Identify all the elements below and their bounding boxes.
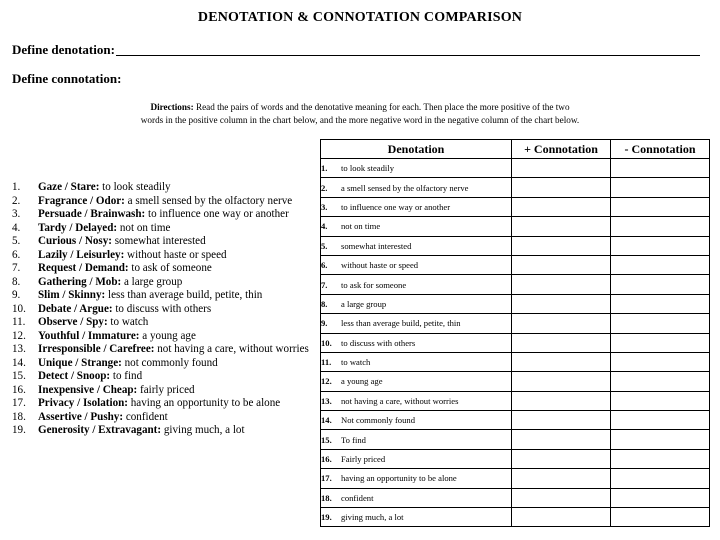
denotation-cell — [321, 411, 512, 430]
table-row — [321, 197, 710, 216]
word-pair: Inexpensive / Cheap: — [38, 383, 138, 396]
denotation-cell — [321, 294, 512, 313]
list-item-number: 10. — [12, 302, 26, 315]
list-item — [12, 303, 312, 317]
list-item — [12, 195, 312, 209]
list-item-text — [38, 384, 312, 398]
denotation-text: a large group — [341, 298, 387, 309]
row-number: 1. — [321, 163, 328, 174]
list-item-text — [38, 370, 312, 384]
positive-connotation-cell[interactable] — [512, 488, 611, 507]
negative-connotation-header: - Connotation — [611, 140, 710, 159]
denotation-cell — [321, 314, 512, 333]
denotation-cell — [321, 197, 512, 216]
list-item-number: 19. — [12, 424, 26, 436]
word-meaning: not having a care, without worries — [154, 343, 309, 355]
list-item-number: 11. — [12, 316, 26, 328]
table-row — [321, 449, 710, 468]
directions-line-1: Read the pairs of words and the denotative meaning for each. Then place the more positive of the two — [195, 102, 570, 112]
table-row — [321, 217, 710, 236]
row-number: 16. — [321, 454, 332, 465]
comparison-table — [320, 139, 710, 527]
list-item-text — [38, 276, 312, 290]
word-pair: Slim / Skinny: — [38, 289, 106, 301]
denotation-text: a smell sensed by the olfactory nerve — [341, 182, 469, 193]
word-meaning: confident — [123, 410, 168, 423]
negative-connotation-cell[interactable] — [611, 469, 710, 488]
table-row — [321, 391, 710, 410]
positive-connotation-cell[interactable] — [512, 469, 611, 488]
list-item — [12, 181, 312, 195]
negative-connotation-cell[interactable] — [611, 449, 710, 468]
negative-connotation-cell[interactable] — [611, 275, 710, 294]
denotation-header: Denotation — [321, 140, 512, 159]
denotation-text: to watch — [341, 357, 371, 368]
word-pair: Fragrance / Odor: — [38, 194, 125, 207]
denotation-text: without haste or speed — [341, 260, 419, 271]
denotation-text: somewhat interested — [341, 240, 412, 251]
table-row — [321, 236, 710, 255]
denotation-cell — [321, 488, 512, 507]
table-row — [321, 508, 710, 527]
denotation-text: giving much, a lot — [341, 512, 404, 523]
list-item-text — [38, 262, 312, 276]
list-item-number: 6. — [12, 248, 21, 261]
positive-connotation-cell[interactable] — [512, 255, 611, 274]
word-pair-list — [12, 181, 312, 438]
positive-connotation-cell[interactable] — [512, 294, 611, 313]
word-meaning: not on time — [117, 221, 171, 234]
list-item-number: 13. — [12, 343, 26, 355]
denotation-cell — [321, 508, 512, 527]
list-item — [12, 330, 312, 344]
positive-connotation-cell[interactable] — [512, 314, 611, 333]
negative-connotation-cell[interactable] — [611, 314, 710, 333]
list-item-text — [38, 249, 312, 263]
list-item-number: 7. — [12, 262, 21, 274]
positive-connotation-cell[interactable] — [512, 411, 611, 430]
word-pair: Generosity / Extravagant: — [38, 424, 162, 436]
list-item — [12, 262, 312, 276]
denotation-cell — [321, 430, 512, 449]
list-item — [12, 411, 312, 425]
table-row — [321, 314, 710, 333]
positive-connotation-cell[interactable] — [512, 391, 611, 410]
row-number: 7. — [321, 279, 328, 290]
row-number: 9. — [321, 318, 328, 329]
list-item-text — [38, 222, 312, 236]
row-number: 6. — [321, 260, 328, 271]
denotation-text: less than average build, petite, thin — [341, 318, 461, 329]
list-item — [12, 235, 312, 249]
list-item — [12, 249, 312, 263]
row-number: 11. — [321, 357, 332, 368]
table-row — [321, 178, 710, 197]
denotation-answer-line[interactable] — [116, 55, 700, 56]
word-meaning: to influence one way or another — [145, 208, 289, 220]
word-meaning: to find — [110, 370, 143, 382]
list-item-number: 8. — [12, 275, 21, 288]
word-pair: Persuade / Brainwash: — [38, 208, 146, 220]
table-row — [321, 430, 710, 449]
list-item-number: 17. — [12, 397, 26, 409]
directions — [0, 101, 720, 127]
negative-connotation-cell[interactable] — [611, 488, 710, 507]
list-item-number: 5. — [12, 235, 21, 247]
table-row — [321, 372, 710, 391]
word-meaning: less than average build, petite, thin — [105, 289, 263, 301]
negative-connotation-cell[interactable] — [611, 197, 710, 216]
word-meaning: a smell sensed by the olfactory nerve — [124, 194, 293, 207]
list-item-number: 1. — [12, 181, 21, 193]
negative-connotation-cell[interactable] — [611, 294, 710, 313]
denotation-cell — [321, 333, 512, 352]
positive-connotation-header: + Connotation — [512, 140, 611, 159]
table-header-row — [321, 140, 710, 159]
denotation-text: to discuss with others — [341, 337, 416, 348]
list-item — [12, 289, 312, 303]
list-item — [12, 357, 312, 371]
row-number: 14. — [321, 415, 332, 426]
negative-connotation-cell[interactable] — [611, 255, 710, 274]
word-pair: Privacy / Isolation: — [38, 397, 128, 409]
list-item — [12, 222, 312, 236]
table-row — [321, 488, 710, 507]
table-row — [321, 275, 710, 294]
list-item-text — [38, 289, 312, 303]
define-denotation-label: Define denotation: — [12, 42, 115, 57]
denotation-text: confident — [341, 492, 374, 503]
list-item-text — [38, 343, 312, 357]
row-number: 8. — [321, 298, 328, 309]
negative-connotation-cell[interactable] — [611, 352, 710, 371]
denotation-cell — [321, 391, 512, 410]
table-row — [321, 159, 710, 178]
table-row — [321, 411, 710, 430]
word-pair: Youthful / Immature: — [38, 329, 140, 342]
list-item-text — [38, 181, 312, 195]
list-item-text — [38, 357, 312, 371]
row-number: 12. — [321, 376, 332, 387]
denotation-text: not on time — [341, 221, 381, 232]
table-row — [321, 333, 710, 352]
table-row — [321, 469, 710, 488]
denotation-cell — [321, 217, 512, 236]
denotation-text: Fairly priced — [341, 454, 386, 465]
denotation-cell — [321, 159, 512, 178]
positive-connotation-cell[interactable] — [512, 217, 611, 236]
list-item-number: 12. — [12, 329, 26, 342]
list-item — [12, 424, 312, 438]
negative-connotation-cell[interactable] — [611, 178, 710, 197]
list-item-text — [38, 330, 312, 344]
positive-connotation-cell[interactable] — [512, 430, 611, 449]
page-title: DENOTATION & CONNOTATION COMPARISON — [197, 10, 523, 25]
table-row — [321, 352, 710, 371]
list-item — [12, 370, 312, 384]
row-number: 13. — [321, 395, 332, 406]
list-item-text — [38, 208, 312, 222]
word-pair: Assertive / Pushy: — [38, 410, 124, 423]
denotation-cell — [321, 178, 512, 197]
list-item — [12, 316, 312, 330]
positive-connotation-cell[interactable] — [512, 333, 611, 352]
list-item-number: 3. — [12, 208, 21, 220]
word-pair: Debate / Argue: — [38, 302, 113, 315]
denotation-cell — [321, 469, 512, 488]
directions-label: Directions: — [150, 102, 194, 112]
list-item-number: 16. — [12, 383, 26, 396]
word-pair: Observe / Spy: — [38, 316, 108, 328]
row-number: 4. — [321, 221, 328, 232]
positive-connotation-cell[interactable] — [512, 236, 611, 255]
word-meaning: to ask of someone — [128, 262, 212, 274]
word-meaning: somewhat interested — [111, 235, 206, 247]
row-number: 2. — [321, 182, 328, 193]
word-meaning: a large group — [121, 275, 183, 288]
list-item-number: 14. — [12, 356, 26, 369]
list-item-text — [38, 424, 312, 438]
row-number: 5. — [321, 240, 328, 251]
negative-connotation-cell[interactable] — [611, 391, 710, 410]
denotation-text: to influence one way or another — [341, 201, 451, 212]
positive-connotation-cell[interactable] — [512, 352, 611, 371]
denotation-cell — [321, 449, 512, 468]
word-pair: Tardy / Delayed: — [38, 221, 118, 234]
positive-connotation-cell[interactable] — [512, 197, 611, 216]
word-pair: Gathering / Mob: — [38, 275, 122, 288]
word-meaning: to discuss with others — [112, 302, 212, 315]
negative-connotation-cell[interactable] — [611, 508, 710, 527]
word-pair: Unique / Strange: — [38, 356, 122, 369]
negative-connotation-cell[interactable] — [611, 236, 710, 255]
list-item-number: 9. — [12, 289, 21, 301]
list-item-text — [38, 195, 312, 209]
denotation-cell — [321, 275, 512, 294]
word-pair: Request / Demand: — [38, 262, 129, 274]
table-row — [321, 294, 710, 313]
list-item — [12, 276, 312, 290]
denotation-text: a young age — [341, 376, 383, 387]
negative-connotation-cell[interactable] — [611, 217, 710, 236]
row-number: 15. — [321, 434, 332, 445]
list-item-text — [38, 316, 312, 330]
positive-connotation-cell[interactable] — [512, 508, 611, 527]
list-item-text — [38, 397, 312, 411]
list-item — [12, 397, 312, 411]
word-meaning: to look steadily — [99, 181, 171, 193]
word-meaning: a young age — [139, 329, 196, 342]
positive-connotation-cell[interactable] — [512, 159, 611, 178]
denotation-text: not having a care, without worries — [341, 395, 459, 406]
word-pair: Gaze / Stare: — [38, 181, 100, 193]
list-item-number: 18. — [12, 410, 26, 423]
denotation-text: to ask for someone — [341, 279, 407, 290]
denotation-cell — [321, 352, 512, 371]
list-item-text — [38, 235, 312, 249]
denotation-cell — [321, 236, 512, 255]
denotation-text: To find — [341, 434, 366, 445]
row-number: 17. — [321, 473, 332, 484]
positive-connotation-cell[interactable] — [512, 372, 611, 391]
word-meaning: without haste or speed — [124, 248, 227, 261]
word-meaning: not commonly found — [121, 356, 218, 369]
word-pair: Lazily / Leisurley: — [38, 248, 125, 261]
word-pair: Irresponsible / Carefree: — [38, 343, 155, 355]
list-item-number: 15. — [12, 370, 26, 382]
list-item — [12, 384, 312, 398]
negative-connotation-cell[interactable] — [611, 159, 710, 178]
word-pair: Curious / Nosy: — [38, 235, 112, 247]
define-connotation-label: Define connotation: — [12, 71, 122, 86]
negative-connotation-cell[interactable] — [611, 411, 710, 430]
negative-connotation-cell[interactable] — [611, 430, 710, 449]
word-meaning: giving much, a lot — [161, 424, 245, 436]
positive-connotation-cell[interactable] — [512, 178, 611, 197]
list-item — [12, 343, 312, 357]
list-item-number: 2. — [12, 194, 21, 207]
denotation-cell — [321, 372, 512, 391]
word-pair: Detect / Snoop: — [38, 370, 111, 382]
denotation-cell — [321, 255, 512, 274]
word-meaning: having an opportunity to be alone — [127, 397, 281, 409]
list-item-text — [38, 411, 312, 425]
negative-connotation-cell[interactable] — [611, 333, 710, 352]
positive-connotation-cell[interactable] — [512, 275, 611, 294]
directions-line-2: words in the positive column in the chart below, and the more negative word in the negative column of the chart below. — [140, 115, 580, 125]
word-meaning: to watch — [107, 316, 149, 328]
list-item-text — [38, 303, 312, 317]
table-row — [321, 255, 710, 274]
word-meaning: fairly priced — [137, 383, 195, 396]
denotation-text: to look steadily — [341, 163, 394, 174]
positive-connotation-cell[interactable] — [512, 449, 611, 468]
row-number: 3. — [321, 201, 328, 212]
list-item — [12, 208, 312, 222]
denotation-text: Not commonly found — [341, 415, 415, 426]
row-number: 19. — [321, 512, 332, 523]
list-item-number: 4. — [12, 221, 21, 234]
row-number: 18. — [321, 492, 332, 503]
denotation-text: having an opportunity to be alone — [341, 473, 457, 484]
negative-connotation-cell[interactable] — [611, 372, 710, 391]
row-number: 10. — [321, 337, 332, 348]
